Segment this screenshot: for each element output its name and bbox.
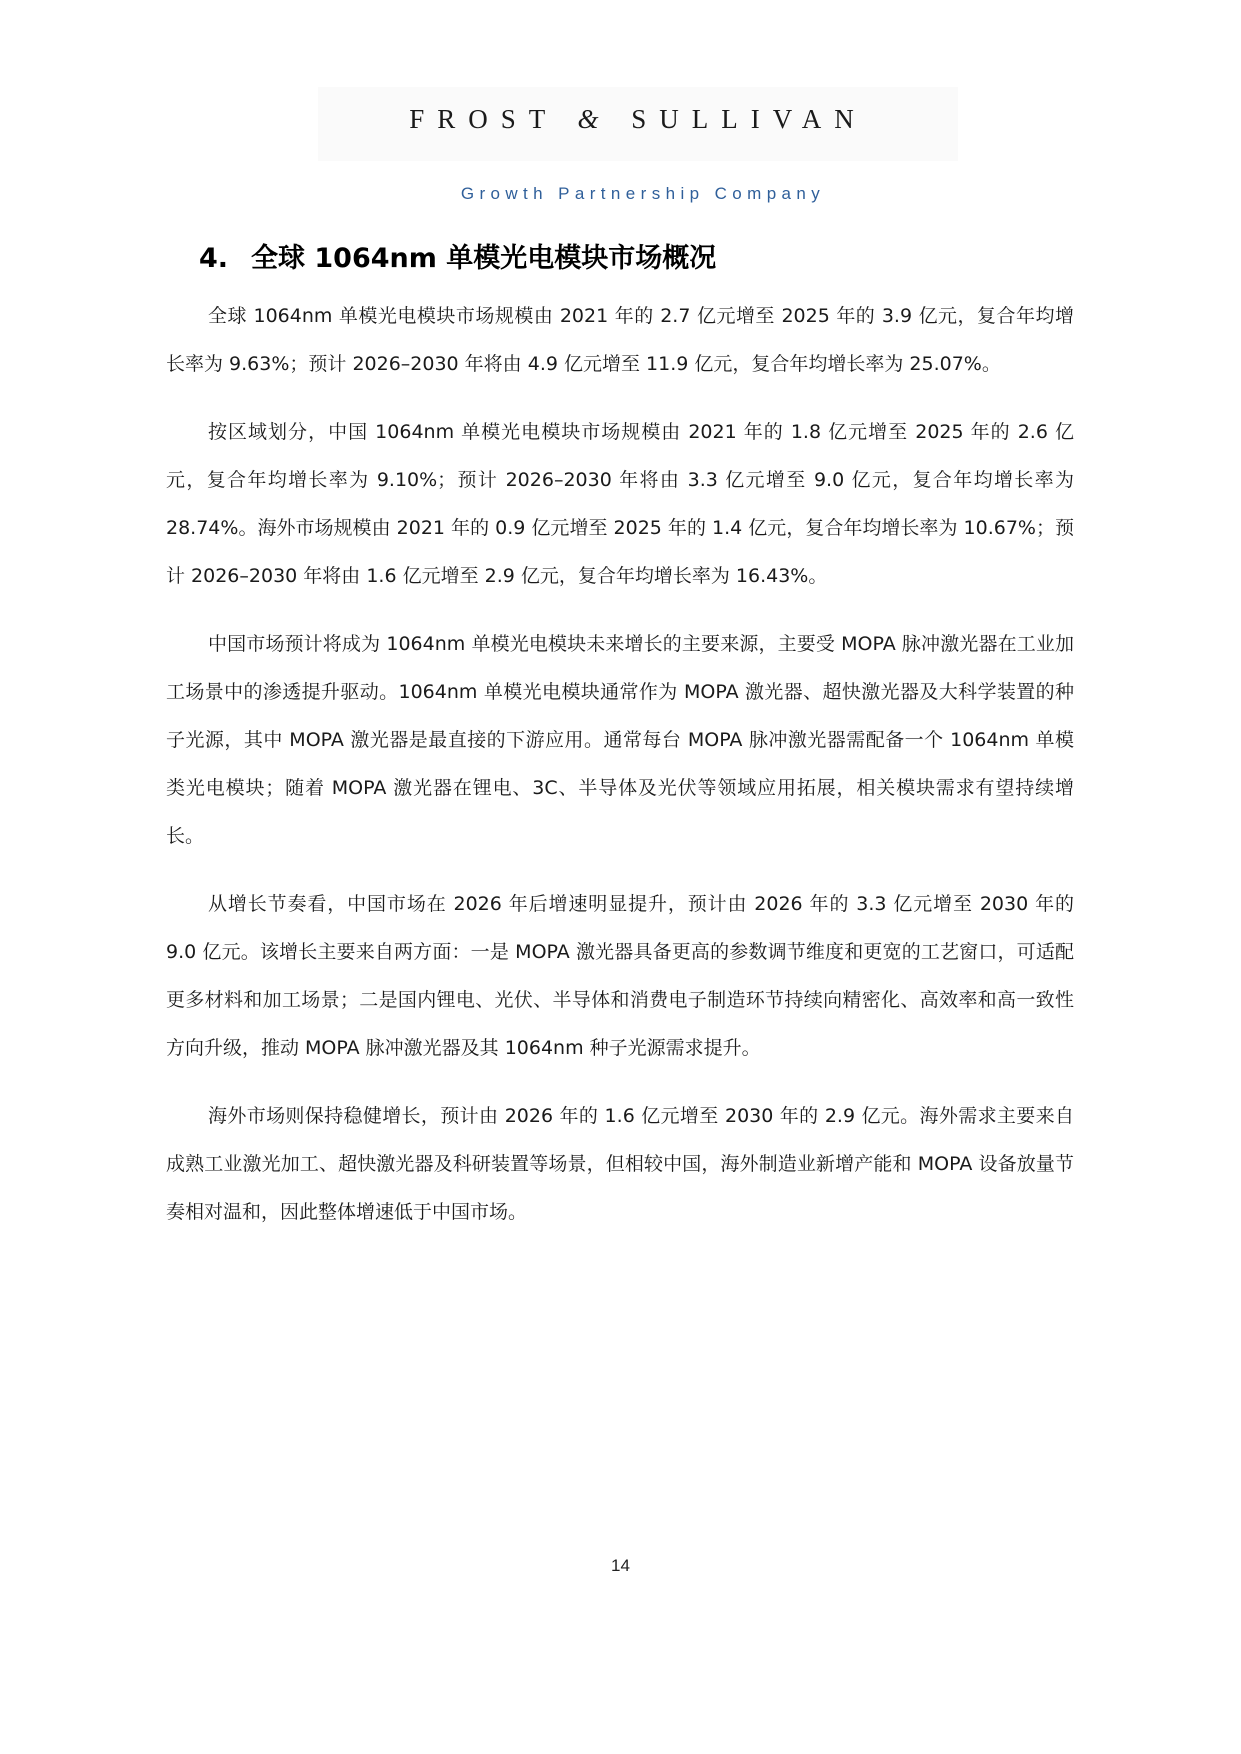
body-text xyxy=(166,292,1074,1256)
paragraph-regional-split: 按区域划分，中国 1064nm 单模光电模块市场规模由 2021 年的 1.8 亿元增至 2025 年的 2.6 亿元，复合年均增长率为 9.10%；预计 2026–2030 年将由 3.3 亿元增至 9.0 亿元，复合年均增长率为 28.74%。海外市场规模由 2021 年的 0.9 亿元增至 2025 年的 1.4 亿元，复合年均增长率为 10.67%；预计 2026–2030 年将由 1.6 亿元增至 2.9 亿元，复合年均增长率为 16.43%。 xyxy=(166,421,1074,587)
section-title: 全球 1064nm 单模光电模块市场概况 xyxy=(251,243,717,274)
brand-name-sullivan: SULLIVAN xyxy=(631,104,867,134)
section-heading xyxy=(199,236,716,275)
section-number: 4. xyxy=(199,243,229,274)
paragraph-growth-pace: 从增长节奏看，中国市场在 2026 年后增速明显提升，预计由 2026 年的 3.3 亿元增至 2030 年的 9.0 亿元。该增长主要来自两方面：一是 MOPA 激光器具备更高的参数调节维度和更宽的工艺窗口，可适配更多材料和加工场景；二是国内锂电、光伏、半导体和消费电子制造环节持续向精密化、高效率和高一致性方向升级，推动 MOPA 脉冲激光器及其 1064nm 种子光源需求提升。 xyxy=(166,893,1074,1059)
page-number: 14 xyxy=(611,1556,630,1575)
brand-logo xyxy=(318,104,958,135)
brand-tagline: Growth Partnership Company xyxy=(460,184,826,203)
paragraph-china-drivers: 中国市场预计将成为 1064nm 单模光电模块未来增长的主要来源，主要受 MOPA 脉冲激光器在工业加工场景中的渗透提升驱动。1064nm 单模光电模块通常作为 MOPA 激光器、超快激光器及大科学装置的种子光源，其中 MOPA 激光器是最直接的下游应用。通常每台 MOPA 脉冲激光器需配备一个 1064nm 单模类光电模块；随着 MOPA 激光器在锂电、3C、半导体及光伏等领域应用拓展，相关模块需求有望持续增长。 xyxy=(166,633,1074,847)
brand-ampersand: & xyxy=(577,104,612,134)
paragraph-overseas-market: 海外市场则保持稳健增长，预计由 2026 年的 1.6 亿元增至 2030 年的 2.9 亿元。海外需求主要来自成熟工业激光加工、超快激光器及科研装置等场景，但相较中国，海外制造业新增产能和 MOPA 设备放量节奏相对温和，因此整体增速低于中国市场。 xyxy=(166,1105,1074,1223)
brand-name-frost: FROST xyxy=(409,104,558,134)
paragraph-global-market: 全球 1064nm 单模光电模块市场规模由 2021 年的 2.7 亿元增至 2025 年的 3.9 亿元，复合年均增长率为 9.63%；预计 2026–2030 年将由 4.9 亿元增至 11.9 亿元，复合年均增长率为 25.07%。 xyxy=(166,305,1074,375)
